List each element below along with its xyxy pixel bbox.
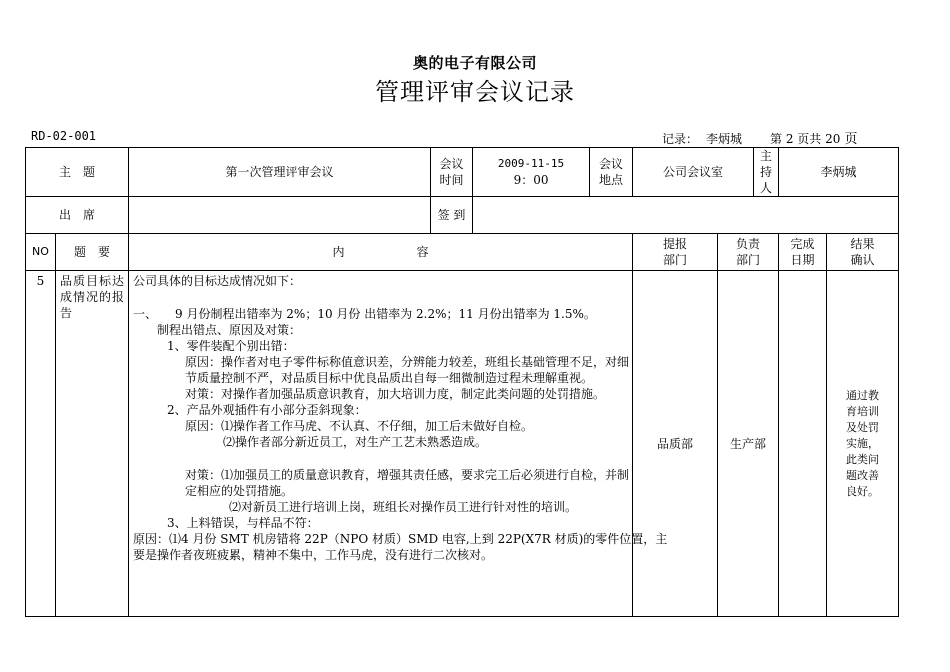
row-report-dept — [633, 271, 718, 617]
row-no: 5 — [26, 271, 56, 617]
place-label — [590, 148, 633, 197]
row-report-dept-b: 部 — [681, 436, 694, 451]
host-label: 主持人 — [754, 148, 779, 197]
col-header-result-line2: 确认 — [850, 253, 875, 267]
recorder-label: 记录： — [662, 132, 699, 146]
col-header-finish-date-line1: 完成 — [790, 237, 815, 251]
content-line: 对策：对操作者加强品质意识教育，加大培训力度，制定此类问题的处罚措施。 — [185, 387, 606, 401]
content-line: 2、产品外观插件有小部分歪斜现象： — [167, 403, 367, 417]
content-spacer — [133, 289, 628, 306]
date-value: 2009-11-15 — [497, 157, 565, 170]
time-value — [473, 148, 590, 197]
content-line: 节质量控制不严，对品质目标中优良品质出自每一细微制造过程未理解重视。 — [185, 371, 594, 385]
content-line: ⑵对新员工进行培训上岗，班组长对操作员工进行针对性的培训。 — [229, 500, 578, 514]
result-line: 通过教 — [846, 388, 880, 402]
topic-label: 主 题 — [26, 148, 129, 197]
content-line: ⑵操作者部分新近员工，对生产工艺未熟悉造成。 — [223, 435, 488, 449]
row-finish-date — [779, 271, 827, 617]
col-header-resp-dept-line2: 部门 — [736, 253, 761, 267]
content-line: 定相应的处罚措施。 — [185, 484, 294, 498]
content-line: 原因：操作者对电子零件标称值意识差，分辨能力较差，班组长基础管理不足，对细 — [185, 355, 630, 369]
row-report-dept-a: 品质 — [657, 436, 682, 451]
col-header-result-line1: 结果 — [850, 237, 875, 251]
result-line: 此类问 — [846, 452, 880, 466]
table-row — [26, 271, 899, 617]
time-label-line1: 会议 — [439, 157, 464, 171]
row-resp-dept: 生产部 — [718, 271, 779, 617]
row-topic: 品质目标达成情况的报告 — [56, 271, 129, 617]
col-header-report-dept — [633, 234, 718, 271]
content-line: 1、零件装配个别出错： — [167, 339, 295, 353]
attend-label: 出 席 — [26, 197, 129, 234]
content-line: 公司具体的目标达成情况如下： — [133, 274, 302, 288]
attend-value — [129, 197, 431, 234]
clock-value: 9：00 — [513, 173, 549, 187]
place-label-line1: 会议 — [599, 157, 624, 171]
result-line: 实施， — [846, 436, 880, 450]
content-line: 一、 9 月份制程出错率为 2%；10 月份 出错率为 2.2%；11 月份出错率为 1.5%。 — [133, 307, 596, 321]
sign-value — [473, 197, 899, 234]
info-row-topic — [26, 148, 899, 197]
col-header-report-dept-line2: 部门 — [663, 253, 688, 267]
place-value: 公司会议室 — [633, 148, 754, 197]
col-header-no: NO — [26, 234, 56, 271]
row-result — [827, 271, 899, 617]
col-header-result — [827, 234, 899, 271]
document-title: 管理评审会议记录 — [375, 78, 575, 106]
row-content — [129, 271, 668, 617]
topic-value: 第一次管理评审会议 — [129, 148, 431, 197]
result-line: 良好。 — [846, 484, 880, 498]
company-name: 奥的电子有限公司 — [412, 54, 537, 72]
content-line: 要是操作者夜班疲累，精神不集中，工作马虎，没有进行二次核对。 — [133, 548, 494, 562]
meeting-record-table — [25, 147, 899, 617]
content-line: 原因：⑴操作者工作马虎、不认真、不仔细，加工后未做好自检。 — [185, 419, 534, 433]
content-line: 原因：⑴4 月份 SMT 机房错将 22P（NPO 材质）SMD 电容,上到 22P(X7R 材质)的零件位置，主 — [133, 532, 668, 546]
page-prefix: 第 2 页共 — [770, 132, 826, 146]
record-meta — [662, 128, 858, 147]
page-suffix: 页 — [840, 132, 858, 147]
result-line: 题改善 — [846, 468, 880, 482]
info-row-attendance — [26, 197, 899, 234]
time-label-line2: 时间 — [439, 173, 464, 187]
col-header-finish-date — [779, 234, 827, 271]
col-header-topic: 题 要 — [56, 234, 129, 271]
result-line: 及处罚 — [846, 420, 880, 434]
column-header-row — [26, 234, 899, 271]
content-line: 制程出错点、原因及对策： — [157, 323, 302, 337]
col-header-finish-date-line2: 日期 — [790, 253, 815, 267]
document-code: RD-02-001 — [31, 129, 97, 143]
content-line: 3、上料错误，与样品不符： — [167, 516, 319, 530]
place-label-line2: 地点 — [599, 173, 624, 187]
page-total: 20 — [825, 132, 841, 146]
time-label — [431, 148, 473, 197]
recorder-name: 李炳城 — [706, 132, 743, 146]
host-value: 李炳城 — [779, 148, 899, 197]
col-header-report-dept-line1: 提报 — [663, 237, 688, 251]
sign-label: 签 到 — [431, 197, 473, 234]
result-line: 育培训 — [846, 404, 880, 418]
col-header-resp-dept-line1: 负责 — [736, 237, 761, 251]
col-header-content: 内 容 — [129, 234, 633, 271]
content-spacer — [133, 450, 628, 467]
content-line: 对策：⑴加强员工的质量意识教育，增强其责任感，要求完工后必须进行自检，并制 — [185, 468, 630, 482]
col-header-resp-dept — [718, 234, 779, 271]
